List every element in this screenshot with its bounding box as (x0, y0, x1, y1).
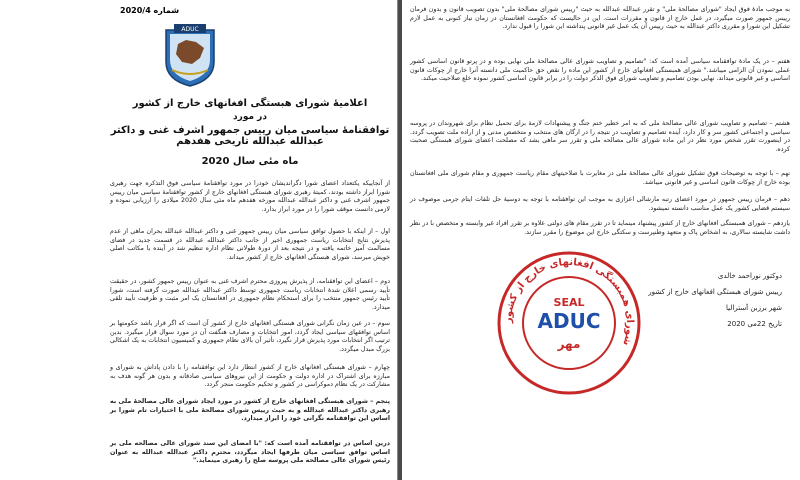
signer-city: شهر برزبن آسترالیا (726, 304, 782, 312)
right-paragraph: هشتم – تصامیم و تصاویب شورای عالی مصالحهٔ ملی که به امر خطیر ختم جنگ و پیشنهادات لازمهٔ برای تحمیل نظام برای شهروندان در پروسه سیاسی و اجتماعی کشور سر و کار دارد، آینده تصامیم و تصاویب در نتیجه را در ارگان های منتخب و متخصص مدنی و از اراده ملت تصویب گردد. در اینصورت تقرر شخص مورد نظر در این ماده شورای عالی مصالحه ملی و تقرر سر ماهی بشد که مصلحت اعضای شورای هبستگی صحبت کرده. (410, 120, 790, 153)
signature-date: تاریخ 22می 2020 (727, 320, 782, 328)
heading-line-4: ماه مئی سال 2020 (201, 156, 299, 167)
seal-sub-text: مهر (557, 337, 581, 351)
left-paragraph: سوم – در عین زمان نگرانی شورای هبستگی افغانهای خارج از کشور آن است که اگر قرار باشد حکومتها بر اساس توافقهای سیاسی ایجاد گردد، امور انتخابات و مصارف هنگفت آن در مورد سوال قرار میگیرد. بدین ترتیب اگر انتخابات مورد پذیرش قرار نگیرد، تأثیر آن بالای نظام جمهوری و کمیسیون انتخابات به یک اشکالی بزرگ مبدل میگردد. (110, 320, 390, 353)
council-emblem-icon (160, 22, 220, 88)
right-paragraph: نهم – با توجه به توضیحات فوق تشکیل شورای عالی مصالحهٔ ملی در مغایرت با صلاحیتهای مقام ریاست جمهوری و مقام شورای ملی افغانستان بوده خارج از چوکات قانون اساسی و غیر قانونی میباشد. (410, 170, 790, 186)
official-seal (494, 248, 644, 398)
signer-name: دوکتور نوراحمد خالدی (717, 272, 782, 280)
left-paragraph: اول – از اینکه با حصول توافق سیاسی میان رییس جمهور غنی و داکتر عبدالله عبدالله بحران ماهی از عدم پذیرش نتایج انتخابات ریاست جمهوری اخیر از جانب داکتر عبدالله عبدالله در قسمت جدید در فضای مسالمت آمیز خاتمه یافته و در نتیجه بعد از دورهٔ طولانی نظام اداره تنظیم شد در آینده با مکاتب اصلی خویش میرسد، شورای هبستگی افغانهای خارج از کشور میداند. (110, 228, 390, 261)
left-paragraph: درین اساس در توافقنامه آمده است که: "با امضای این سند شورای عالی مصالحه ملی بر اساس توافق سیاسی میان طرفها ایجاد میگردد، محترم داکتر عبدالله عبدالله به عنوان رئیس شورای عالی مصالحه ملی پروسه صلح را رهبری مینماید." (110, 440, 390, 465)
left-paragraph: چهارم – شورای هبستگی افغانهای خارج از کشور انتظار دارد این توافقنامه را با دادن پاداش به شورای و مبارزه برای اشتراک در اداره دولت و حکومت از این نیروهای سیاسی صادقانه و بدون هر گونه هدف به مشارکت در یک نظام دموکراسی در کشور و تحکیم حکومت منجر گردد. (110, 364, 390, 389)
heading-line-2: در مورد (233, 112, 267, 122)
right-paragraph: هفتم – در یک مادهٔ توافقنامه سیاسی آمده است که: "تصامیم و تصاویب شورای عالی مصالحهٔ ملی نهایی بوده و در پرتو قانون اساسی کشور عملی نمودن آن الزامی میباشد." شورای همبستگی افغانهای خارج از کشور این ماده را نقض حق حاکمیت ملی دانسته آنرا خارج از چوکات قانون اساسی و غیر قانونی میداند. نهایی بودن تصامیم و تصاویب شورای فوق الذکر دولت را در برابر قانون اساسی کشور نموده خلع صلاحیت میکند. (410, 58, 790, 83)
right-page (402, 0, 800, 480)
right-paragraph: به موجب مادهٔ فوق ایجاد "شورای مصالحهٔ ملی" و تقرر عبدالله عبدالله به حیث "رییس شورای مصالحهٔ ملی" بدون تصویب قانون و بدون فرمان رییس جمهور صورت میگیرد، در عمل خارج از قانون و مقررات است. این در حالیست که حکومت افغانستان در زمان نیاز کنونی به عمل لازم تشکیل این شورا و مقرری داکتر عبدالله به حیث رییس آن یک عمل غیر قانونی پنداشته این شورا را قبول ندارد. (410, 6, 790, 31)
heading-line-1: اعلامیهٔ شورای هبستگی افغانهای خارج از کشور (132, 98, 368, 109)
seal-ring-text: شورای همبستگی افغانهای خارج از کشور (502, 256, 636, 347)
left-page (0, 0, 398, 480)
heading-line-3: توافقنامهٔ سیاسی میان رییس جمهور اشرف غنی و داکتر عبدالله عبدالله تاریخی هفدهم (110, 125, 390, 147)
logo-text: ADUC (181, 26, 199, 33)
seal-top-text: SEAL (553, 296, 585, 309)
right-paragraph: یازدهم – شورای همبستگی افغانهای خارج از کشور پیشنهاد مینماید تا در تقرر مقام های دولتی علاوه بر تقرر افراد غیر وابسته و متخصص با در نظر داشت شایسته سالاری، به اشخاص پاک و متعهد وطنپرست و سکتگی خارج این موضوع را مقرر سازند. (410, 220, 790, 236)
seal-center-text: ADUC (537, 309, 601, 333)
left-paragraph: پنجم – شورای هبستگی افغانهای خارج از کشور در مورد ایجاد شورای عالی مصالحهٔ ملی به رهبری داکتر عبدالله عبدالله و به حیث رییس شورای مصالحهٔ ملی با اختیارات تام شورا بر اساس این توافقنامه نگرانی خود را ابراز میدارد. (110, 398, 390, 423)
signer-role: رییس شورای هبستگی افغانهای خارج از کشور (648, 288, 782, 296)
left-paragraph: از آنجاییکه یکتعداد اعضای شورا دگراندیشان خودرا در مورد توافقنامهٔ سیاسی فوق التذکره جهت رهبری شورا ابراز داشته بودند، کمیتهٔ رهبری شورای هبستگی افغانهای خارج از کشور توافقنامهٔ سیاسی میان رییس جمهور اشرف غنی و داکتر عبدالله عبدالله مورخه هفدهم ماه مئی سال 2020 میلادی را ارزیابی نموده و لازمی دانست موقف شورا را در مورد ابراز بدارد. (110, 180, 390, 213)
right-paragraph: دهم – فرمان رییس جمهور در مورد اعضای رتبه مارشالی اعزازی به موجب این توافقنامه با توجه به دوسیهٔ حل تلفات ایتام جرمی موصوف در سیستم قضایی کشور یک عمل مناسب دانسته نمیشود. (410, 196, 790, 212)
reference-number: شماره 2020/4 (120, 6, 180, 15)
left-paragraph: دوم – اعضای این توافقنامه، از پذیرش پیروزی محترم اشرف غنی به عنوان رییس جمهور کشور، در حقیقت تأیید رسمی اعلان شدهٔ انتخابات ریاست جمهوری توسط داکتر عبدالله عبدالله صورت گرفته است، شورا تأیید رئیس جمهور منتخب را برای استحکام نظام جمهوری در افغانستان یک امر مثبت و ظرفیت تأیید تلقی میدارد. (110, 278, 390, 311)
